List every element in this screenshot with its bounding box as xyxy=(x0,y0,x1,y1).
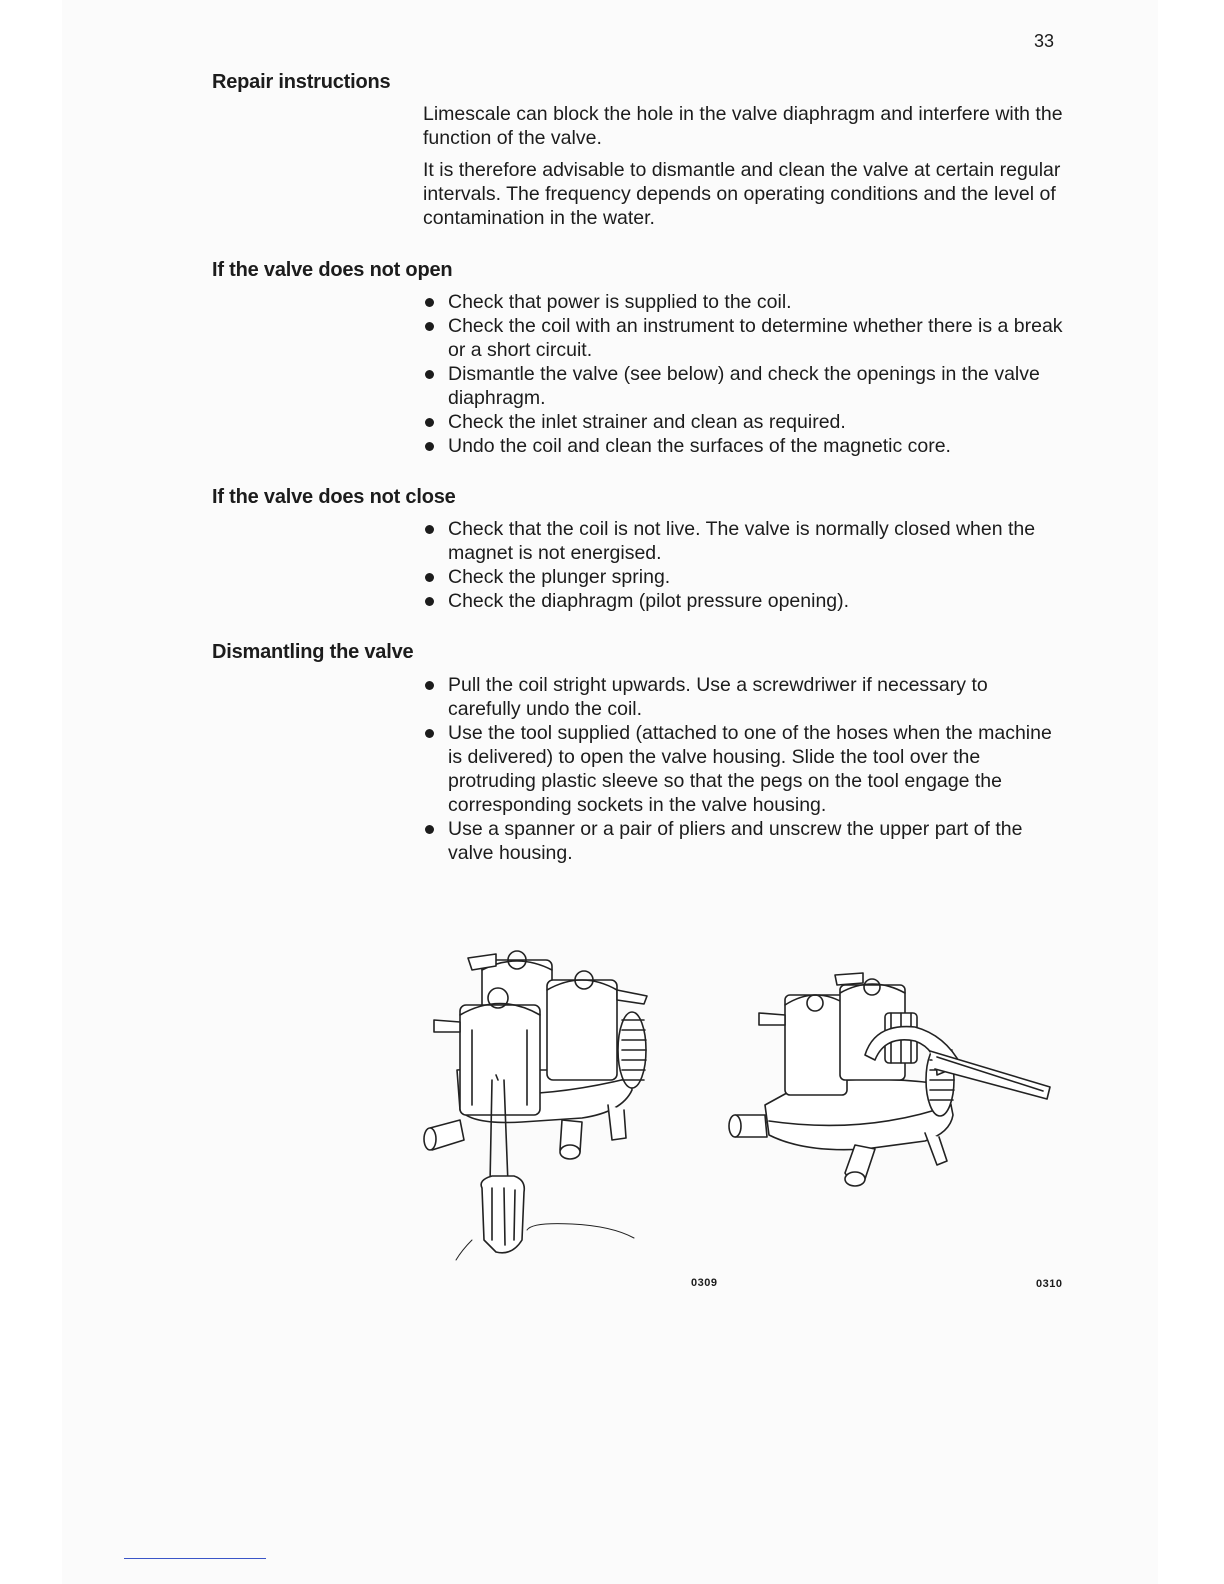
list-item: Use the tool supplied (attached to one of the hoses when the machine is delivered) to open the valve housing. Slide the tool over the protruding plastic sleeve so that the pegs on the tool engage the corresponding sockets in the valve housing. xyxy=(423,721,1063,817)
repair-paragraph: Limescale can block the hole in the valve diaphragm and interfere with the function of the valve. xyxy=(423,103,1063,149)
bullet-icon xyxy=(425,573,434,582)
not-open-list xyxy=(423,290,1063,458)
list-item: Use a spanner or a pair of pliers and unscrew the upper part of the valve housing. xyxy=(423,817,1063,865)
bullet-icon xyxy=(425,825,434,834)
not-close-list xyxy=(423,517,1063,613)
footer-divider xyxy=(124,1558,266,1559)
list-item: Pull the coil stright upwards. Use a screwdriwer if necessary to carefully undo the coil. xyxy=(423,673,1063,721)
figure-label-0310: 0310 xyxy=(1036,1278,1063,1290)
list-item: Check that power is supplied to the coil. xyxy=(423,290,1063,314)
bullet-icon xyxy=(425,298,434,307)
figure-label-0309: 0309 xyxy=(691,1277,718,1289)
heading-repair-instructions: Repair instructions xyxy=(212,71,391,93)
list-item: Undo the coil and clean the surfaces of the magnetic core. xyxy=(423,434,1063,458)
valve-spanner-illustration xyxy=(725,965,1060,1195)
heading-valve-does-not-close: If the valve does not close xyxy=(212,486,456,508)
bullet-icon xyxy=(425,729,434,738)
list-item: Check the coil with an instrument to determine whether there is a break or a short circuit. xyxy=(423,314,1063,362)
list-item: Check the plunger spring. xyxy=(423,565,1063,589)
bullet-icon xyxy=(425,597,434,606)
list-item: Check that the coil is not live. The valve is normally closed when the magnet is not energised. xyxy=(423,517,1063,565)
page-number: 33 xyxy=(1034,31,1055,51)
heading-dismantling-the-valve: Dismantling the valve xyxy=(212,641,414,663)
repair-paragraph: It is therefore advisable to dismantle and clean the valve at certain regular intervals. The frequency depends on operating conditions and the level of contamination in the water. xyxy=(423,159,1061,229)
bullet-icon xyxy=(425,525,434,534)
dismantling-list xyxy=(423,673,1063,865)
bullet-icon xyxy=(425,418,434,427)
valve-screwdriver-illustration xyxy=(412,940,662,1270)
repair-body xyxy=(423,102,1063,238)
bullet-icon xyxy=(425,681,434,690)
bullet-icon xyxy=(425,442,434,451)
list-item: Check the inlet strainer and clean as required. xyxy=(423,410,1063,434)
bullet-icon xyxy=(425,322,434,331)
list-item: Check the diaphragm (pilot pressure opening). xyxy=(423,589,1063,613)
list-item: Dismantle the valve (see below) and check the openings in the valve diaphragm. xyxy=(423,362,1063,410)
heading-valve-does-not-open: If the valve does not open xyxy=(212,259,453,281)
bullet-icon xyxy=(425,370,434,379)
